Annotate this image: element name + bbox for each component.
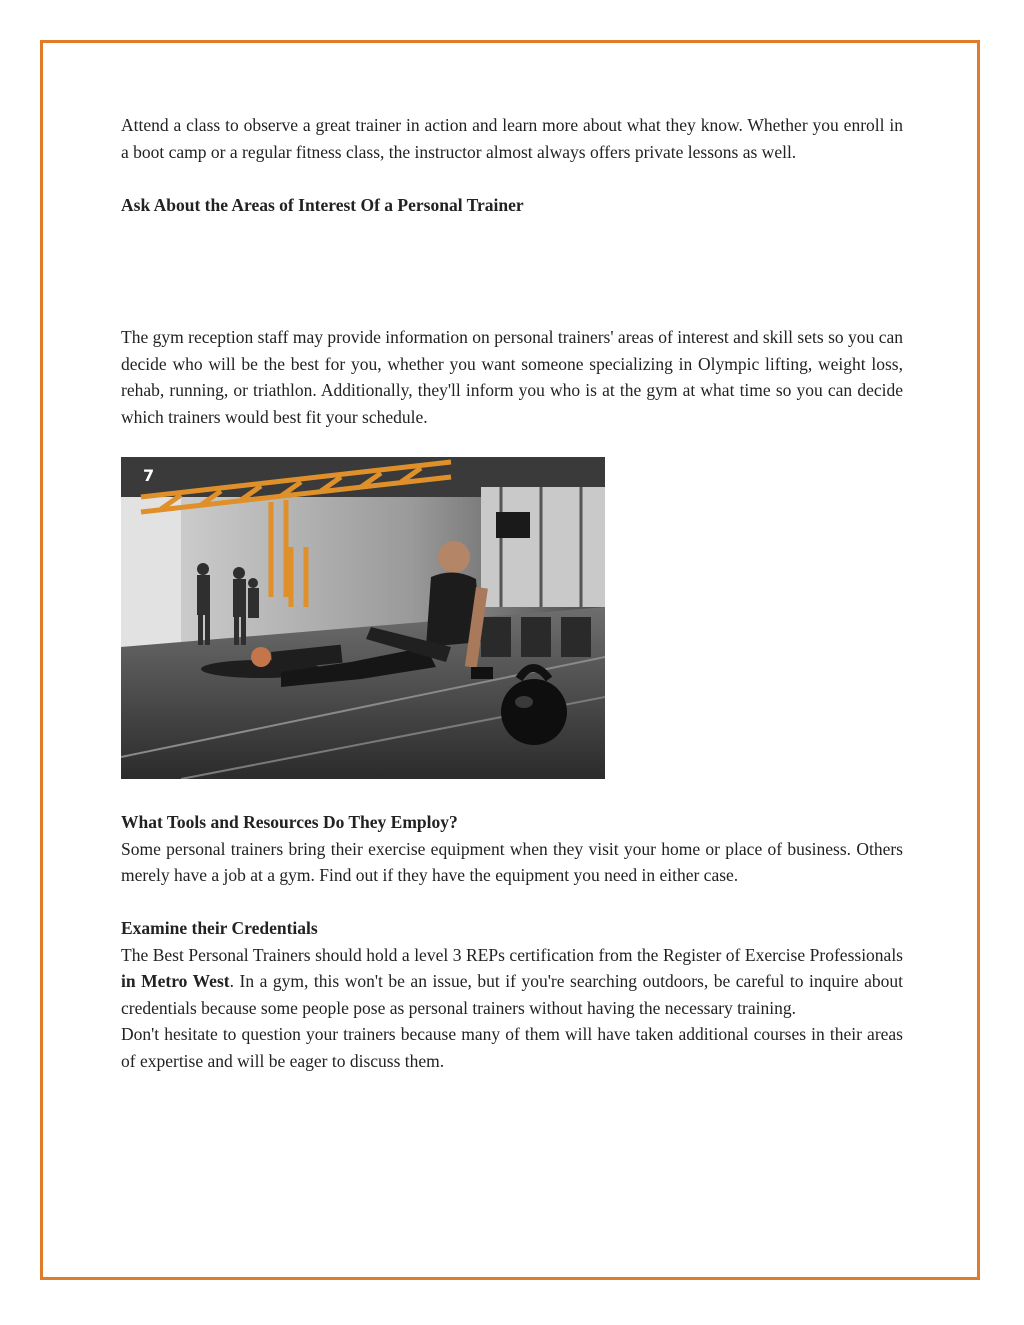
tools-resources-heading: What Tools and Resources Do They Employ? [121,812,458,832]
metro-west-bold-text: in Metro West [121,971,230,991]
gym-photo-image [121,457,605,779]
credentials-text-part2: . In a gym, this won't be an issue, but if you're searching outdoors, be careful to inquire about credentials because some people pose as personal trainers without having the necessary training. [121,971,903,1018]
document-body [121,112,903,1074]
question-trainers-paragraph: Don't hesitate to question your trainers because many of them will have taken additional courses in their areas of expertise and will be eager to discuss them. [121,1024,903,1071]
areas-of-interest-heading: Ask About the Areas of Interest Of a Personal Trainer [121,194,524,215]
intro-paragraph: Attend a class to observe a great trainer in action and learn more about what they know. Whether you enroll in a boot camp or a regular fitness class, the instructor almost always offers private lessons as well. [121,115,903,162]
tools-resources-paragraph: Some personal trainers bring their exercise equipment when they visit your home or place of business. Others merely have a job at a gym. Find out if they have the equipment you need in either case. [121,838,903,885]
areas-of-interest-paragraph: The gym reception staff may provide information on personal trainers' areas of interest and skill sets so you can decide who will be the best for you, whether you want someone specializing in Olympic lifting, weight loss, rehab, running, or triathlon. Additionally, they'll inform you who is at the gym at what time so you can decide which trainers would best fit your schedule. [121,327,903,427]
credentials-paragraph [121,942,903,1022]
credentials-text-part1: The Best Personal Trainers should hold a level 3 REPs certification from the Register of Exercise Professionals [121,944,903,965]
credentials-heading: Examine their Credentials [121,918,318,938]
photo-sign-number: 7 [143,466,155,485]
